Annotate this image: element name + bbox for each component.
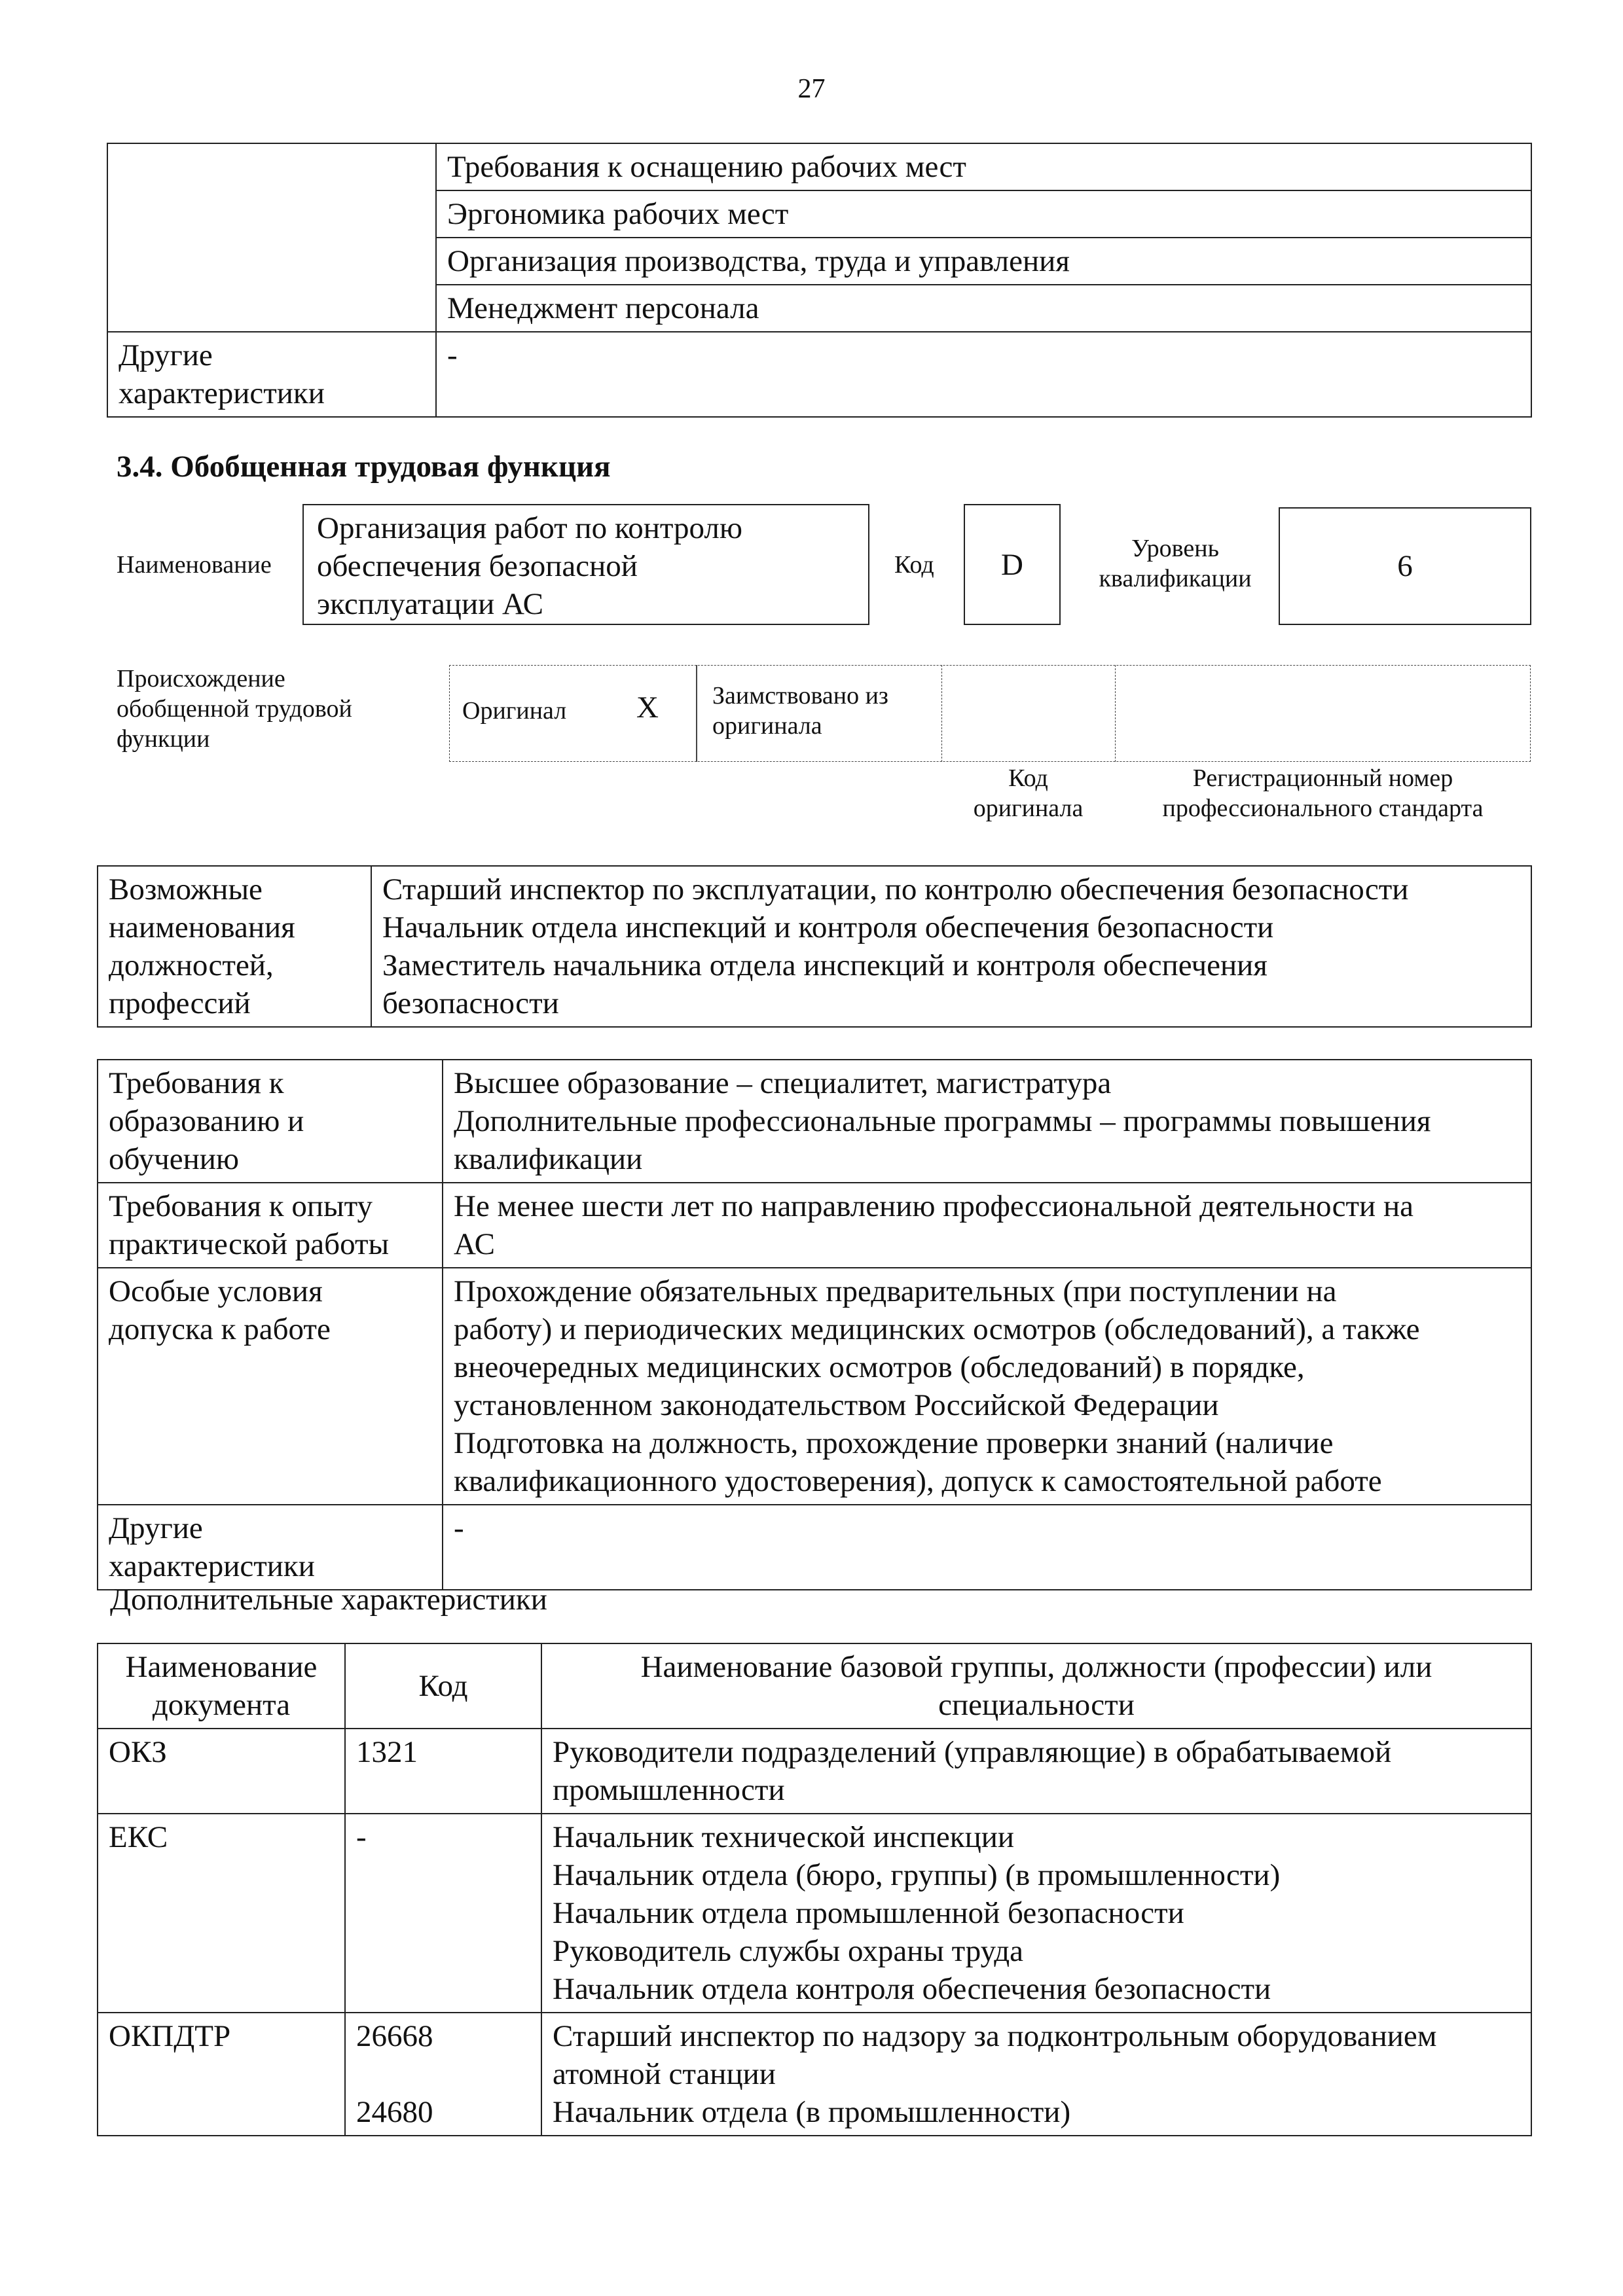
origin-label: Происхождение обобщенной трудовой функции bbox=[117, 665, 352, 753]
top-table-row: Эргономика рабочих мест bbox=[436, 190, 1531, 238]
positions-label: Возможные наименования должностей, профессий bbox=[98, 866, 371, 1027]
row-doc: ОКЗ bbox=[98, 1729, 345, 1814]
level-label: Уровень квалификации bbox=[1099, 535, 1252, 592]
row-doc: ОКПДТР bbox=[98, 2013, 345, 2136]
header-doc: Наименование документа bbox=[98, 1643, 345, 1729]
row-code: - bbox=[345, 1814, 541, 2013]
positions-table bbox=[97, 865, 1532, 1028]
header-code: Код bbox=[345, 1643, 541, 1729]
top-table-row: Организация производства, труда и управления bbox=[436, 238, 1531, 285]
experience-value: Не менее шести лет по направлению профессиональной деятельности на АС bbox=[443, 1183, 1531, 1268]
top-table bbox=[107, 143, 1532, 418]
origin-box bbox=[449, 665, 1531, 762]
education-value: Высшее образование – специалитет, магистратура Дополнительные профессиональные программы – программы повышения квалификации bbox=[443, 1060, 1531, 1183]
reg-number-caption: Регистрационный номер профессионального стандарта bbox=[1162, 764, 1484, 822]
row-doc: ЕКС bbox=[98, 1814, 345, 2013]
top-table-empty-cell bbox=[107, 143, 436, 332]
name-label: Наименование bbox=[117, 551, 272, 579]
row-code: 1321 bbox=[345, 1729, 541, 1814]
special-conditions-value: Прохождение обязательных предварительных (при поступлении на работу) и периодических медицинских осмотров (обследований), а также внеочередных медицинских осмотров (обследований) в порядке, установленном законодательством Российской Федерации Подготовка на должность, прохождение проверки знаний (наличие квалификационного удостоверения), допуск к самостоятельной работе bbox=[443, 1268, 1531, 1505]
positions-value: Старший инспектор по эксплуатации, по контролю обеспечения безопасности Начальник отдела инспекций и контроля обеспечения безопасности Заместитель начальника отдела инспекций и контроля обеспечения безопасности bbox=[371, 866, 1531, 1027]
origin-divider bbox=[941, 665, 943, 762]
row-name: Старший инспектор по надзору за подконтрольным оборудованием атомной станции Начальник отдела (в промышленности) bbox=[541, 2013, 1531, 2136]
special-conditions-label: Особые условия допуска к работе bbox=[98, 1268, 443, 1505]
other-characteristics-value: - bbox=[443, 1505, 1531, 1590]
experience-label: Требования к опыту практической работы bbox=[98, 1183, 443, 1268]
origin-divider bbox=[696, 665, 697, 762]
level-box: 6 bbox=[1279, 507, 1531, 625]
code-original-caption: Код оригинала bbox=[973, 764, 1084, 822]
function-name-box: Организация работ по контролю обеспечения безопасной эксплуатации АС bbox=[302, 504, 869, 625]
row-name: Руководители подразделений (управляющие) в обрабатываемой промышленности bbox=[541, 1729, 1531, 1814]
code-label: Код bbox=[894, 551, 934, 579]
section-title: 3.4. Обобщенная трудовая функция bbox=[117, 450, 611, 484]
code-box: D bbox=[964, 504, 1061, 625]
top-table-other-value: - bbox=[436, 332, 1531, 417]
row-code: 26668 24680 bbox=[345, 2013, 541, 2136]
additional-table bbox=[97, 1643, 1532, 2136]
borrowed-label: Заимствовано из оригинала bbox=[712, 682, 888, 740]
original-label: Оригинал bbox=[462, 697, 567, 725]
other-characteristics-label: Другие характеристики bbox=[98, 1505, 443, 1590]
row-name: Начальник технической инспекции Начальник отдела (бюро, группы) (в промышленности) Начальник отдела промышленной безопасности Руководитель службы охраны труда Начальник отдела контроля обеспечения безопасности bbox=[541, 1814, 1531, 2013]
original-mark: X bbox=[636, 691, 659, 725]
top-table-other-label: Другие характеристики bbox=[107, 332, 436, 417]
origin-divider bbox=[1115, 665, 1116, 762]
requirements-table bbox=[97, 1059, 1532, 1590]
header-name: Наименование базовой группы, должности (профессии) или специальности bbox=[541, 1643, 1531, 1729]
additional-heading: Дополнительные характеристики bbox=[110, 1583, 547, 1617]
top-table-row: Менеджмент персонала bbox=[436, 285, 1531, 332]
education-label: Требования к образованию и обучению bbox=[98, 1060, 443, 1183]
top-table-row: Требования к оснащению рабочих мест bbox=[436, 143, 1531, 190]
page-number: 27 bbox=[797, 74, 826, 104]
